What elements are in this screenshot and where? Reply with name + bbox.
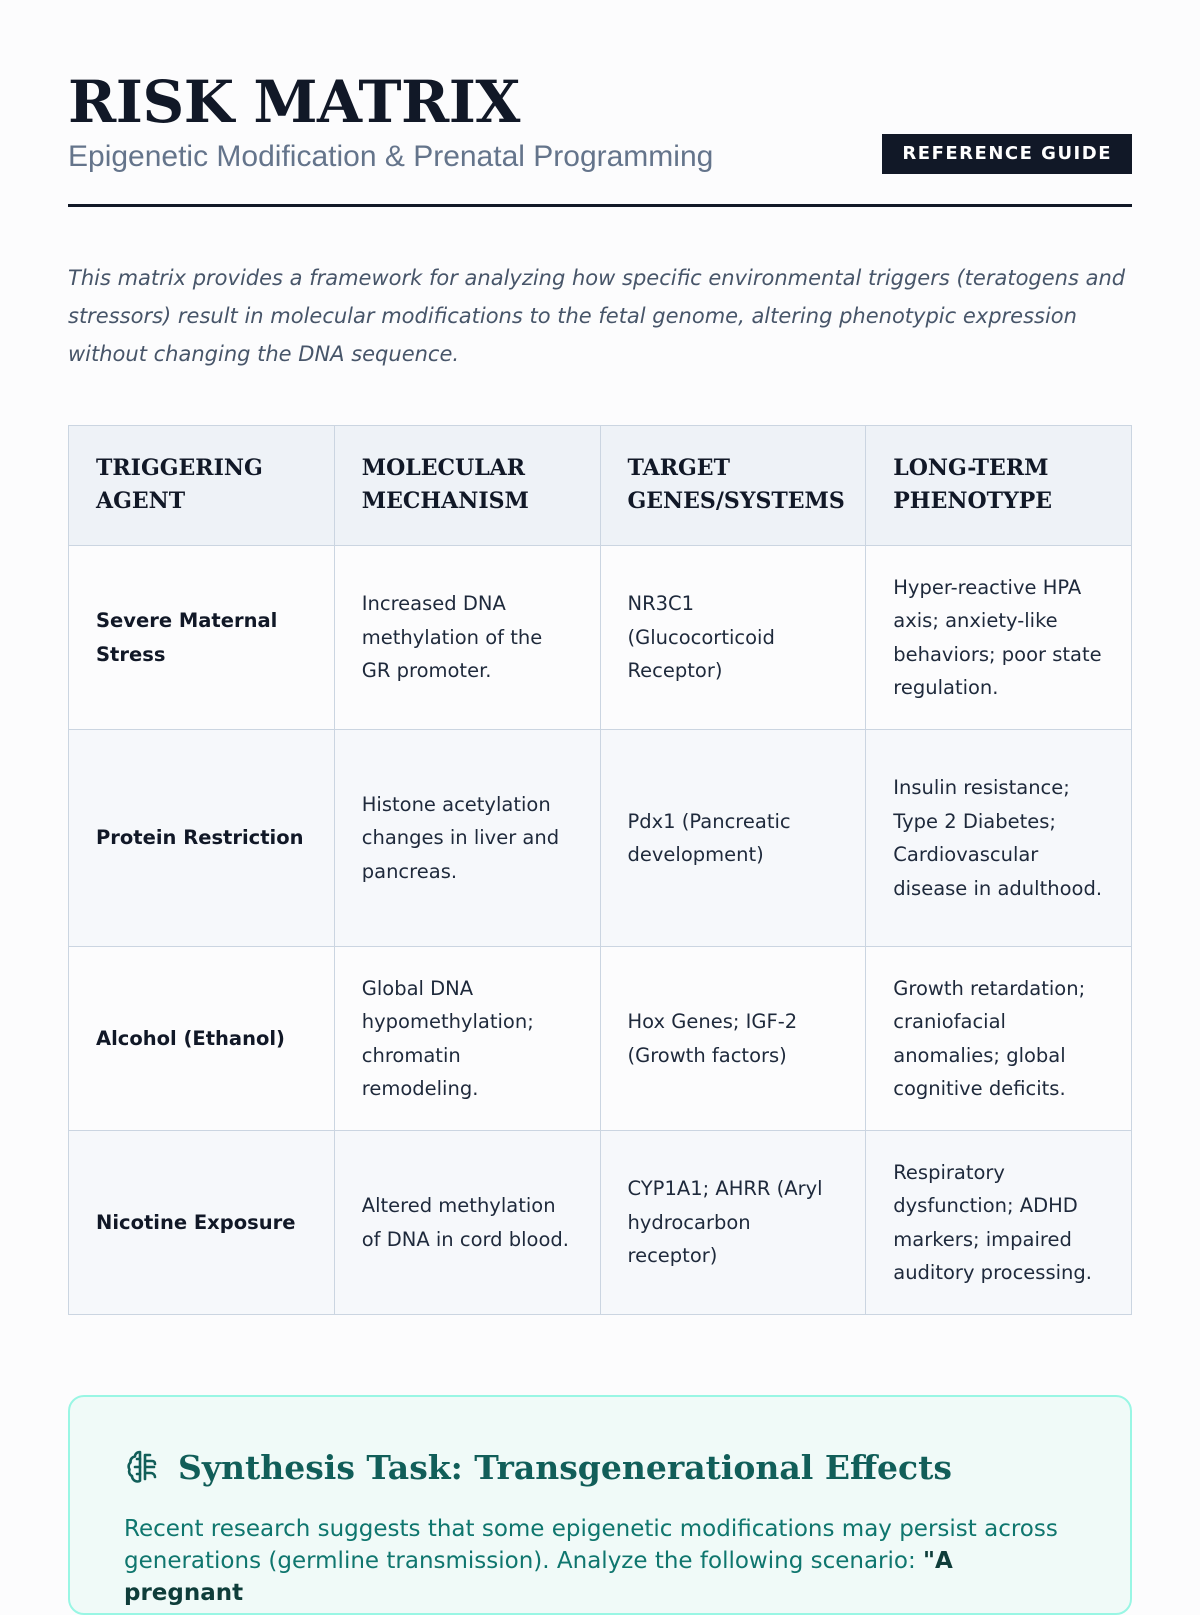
target-cell: Pdx1 (Pancreatic development) [600, 730, 866, 947]
reference-guide-badge: REFERENCE GUIDE [882, 134, 1132, 174]
table-header-row [69, 426, 1132, 546]
brain-icon [124, 1447, 164, 1487]
column-header-triggering-agent: TRIGGERING AGENT [69, 426, 335, 546]
phenotype-cell: Respiratory dysfunction; ADHD markers; impaired auditory processing. [866, 1131, 1132, 1315]
mechanism-cell: Histone acetylation changes in liver and pancreas. [334, 730, 600, 947]
phenotype-cell: Growth retardation; craniofacial anomalies; global cognitive deficits. [866, 947, 1132, 1131]
mechanism-cell: Increased DNA methylation of the GR promoter. [334, 546, 600, 730]
agent-cell: Alcohol (Ethanol) [69, 947, 335, 1131]
column-header-long-term-phenotype: LONG-TERM PHENOTYPE [866, 426, 1132, 546]
header [68, 0, 1132, 207]
table-row [69, 1131, 1132, 1315]
synthesis-body [124, 1513, 1076, 1609]
table-row [69, 730, 1132, 947]
synthesis-text: Recent research suggests that some epigenetic modifications may persist across generations (germline transmission). Analyze the following scenario: [124, 1516, 1058, 1574]
synthesis-heading [124, 1447, 1076, 1487]
synthesis-title: Synthesis Task: Transgenerational Effects [178, 1447, 952, 1487]
agent-cell: Severe Maternal Stress [69, 546, 335, 730]
phenotype-cell: Hyper-reactive HPA axis; anxiety-like behaviors; poor state regulation. [866, 546, 1132, 730]
target-cell: Hox Genes; IGF-2 (Growth factors) [600, 947, 866, 1131]
page-subtitle: Epigenetic Modification & Prenatal Programming [68, 140, 714, 173]
synthesis-scenario-quote: "A pregnant [124, 1548, 953, 1606]
column-header-target-genes: TARGET GENES/SYSTEMS [600, 426, 866, 546]
synthesis-task-box [68, 1395, 1132, 1615]
target-cell: CYP1A1; AHRR (Aryl hydrocarbon receptor) [600, 1131, 866, 1315]
mechanism-cell: Global DNA hypomethylation; chromatin remodeling. [334, 947, 600, 1131]
column-header-molecular-mechanism: MOLECULAR MECHANISM [334, 426, 600, 546]
table-row [69, 546, 1132, 730]
page-title: RISK MATRIX [68, 68, 520, 136]
intro-paragraph: This matrix provides a framework for analyzing how specific environmental triggers (teratogens and stressors) result in molecular modifications to the fetal genome, altering phenotypic expression without changing the DNA sequence. [68, 266, 1126, 366]
agent-cell: Protein Restriction [69, 730, 335, 947]
phenotype-cell: Insulin resistance; Type 2 Diabetes; Cardiovascular disease in adulthood. [866, 730, 1132, 947]
target-cell: NR3C1 (Glucocorticoid Receptor) [600, 546, 866, 730]
agent-cell: Nicotine Exposure [69, 1131, 335, 1315]
risk-matrix-table [68, 425, 1132, 1315]
table-row [69, 947, 1132, 1131]
mechanism-cell: Altered methylation of DNA in cord blood. [334, 1131, 600, 1315]
